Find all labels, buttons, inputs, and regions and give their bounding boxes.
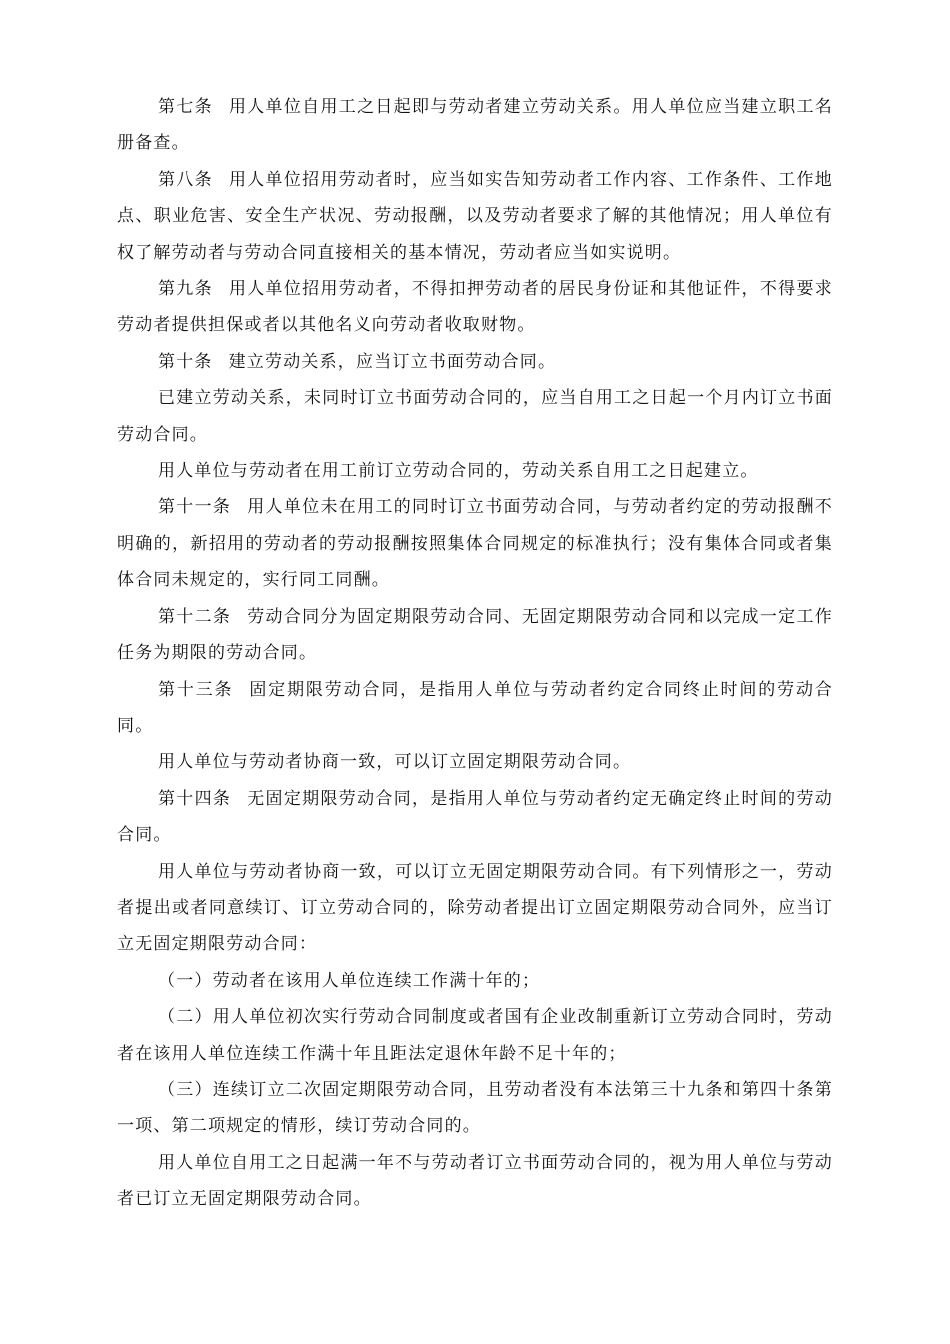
article-label: 第十二条 [158,606,232,627]
article-label: 第八条 [158,169,213,190]
article-7-paragraph [117,89,833,162]
paragraph-text: 用人单位未在用工的同时订立书面劳动合同，与劳动者约定的劳动报酬不明确的，新招用的劳动者的劳动报酬按照集体合同规定的标准执行；没有集体合同或者集体合同未规定的，实行同工同酬。 [117,497,833,591]
paragraph-text: 无固定期限劳动合同，是指用人单位与劳动者约定无确定终止时间的劳动合同。 [117,788,833,846]
article-label: 第十三条 [158,679,234,700]
paragraph-text: 用人单位与劳动者协商一致，可以订立无固定期限劳动合同。有下列情形之一，劳动者提出或者同意续订、订立劳动合同的，除劳动者提出订立固定期限劳动合同外，应当订立无固定期限劳动合同： [117,861,833,955]
article-10-clause-3 [117,453,833,489]
article-14-item-3 [117,1072,833,1145]
article-9-paragraph [117,271,833,344]
article-14-clause-2 [117,854,833,963]
paragraph-text: 用人单位自用工之日起满一年不与劳动者订立书面劳动合同的，视为用人单位与劳动者已订立无固定期限劳动合同。 [117,1152,833,1210]
paragraph-text: 用人单位自用工之日起即与劳动者建立劳动关系。用人单位应当建立职工名册备查。 [117,97,833,154]
document-body [117,89,833,1218]
paragraph-text: （一）劳动者在该用人单位连续工作满十年的； [158,970,541,991]
article-label: 第七条 [158,97,213,117]
article-11-paragraph [117,489,833,598]
article-10-paragraph [117,344,833,380]
paragraph-text: 用人单位与劳动者在用工前订立劳动合同的，劳动关系自用工之日起建立。 [158,461,759,482]
paragraph-text: 用人单位招用劳动者，不得扣押劳动者的居民身份证和其他证件，不得要求劳动者提供担保或者以其他名义向劳动者收取财物。 [117,279,833,336]
article-label: 第十条 [158,351,213,372]
article-label: 第九条 [158,279,213,300]
paragraph-text: （二）用人单位初次实行劳动合同制度或者国有企业改制重新订立劳动合同时，劳动者在该用人单位连续工作满十年且距法定退休年龄不足十年的； [117,1007,833,1064]
paragraph-text: （三）连续订立二次固定期限劳动合同，且劳动者没有本法第三十九条和第四十条第一项、第二项规定的情形，续订劳动合同的。 [117,1079,833,1137]
article-10-clause-2 [117,380,833,453]
article-14-paragraph [117,781,833,854]
article-label: 第十四条 [158,788,232,809]
article-14-item-1 [117,963,833,999]
article-12-paragraph [117,599,833,672]
paragraph-text: 用人单位与劳动者协商一致，可以订立固定期限劳动合同。 [158,752,632,773]
paragraph-text: 建立劳动关系，应当订立书面劳动合同。 [228,351,557,372]
article-8-paragraph [117,162,833,271]
paragraph-text: 固定期限劳动合同，是指用人单位与劳动者约定合同终止时间的劳动合同。 [117,679,833,736]
paragraph-text: 用人单位招用劳动者时，应当如实告知劳动者工作内容、工作条件、工作地点、职业危害、安全生产状况、劳动报酬，以及劳动者要求了解的其他情况；用人单位有权了解劳动者与劳动合同直接相关的基本情况，劳动者应当如实说明。 [117,169,833,263]
article-14-item-2 [117,999,833,1072]
article-14-clause-3 [117,1145,833,1218]
article-label: 第十一条 [158,497,232,518]
paragraph-text: 劳动合同分为固定期限劳动合同、无固定期限劳动合同和以完成一定工作任务为期限的劳动合同。 [117,606,833,664]
article-13-clause-2 [117,744,833,780]
paragraph-text: 已建立劳动关系，未同时订立书面劳动合同的，应当自用工之日起一个月内订立书面劳动合同。 [117,388,833,445]
article-13-paragraph [117,672,833,745]
